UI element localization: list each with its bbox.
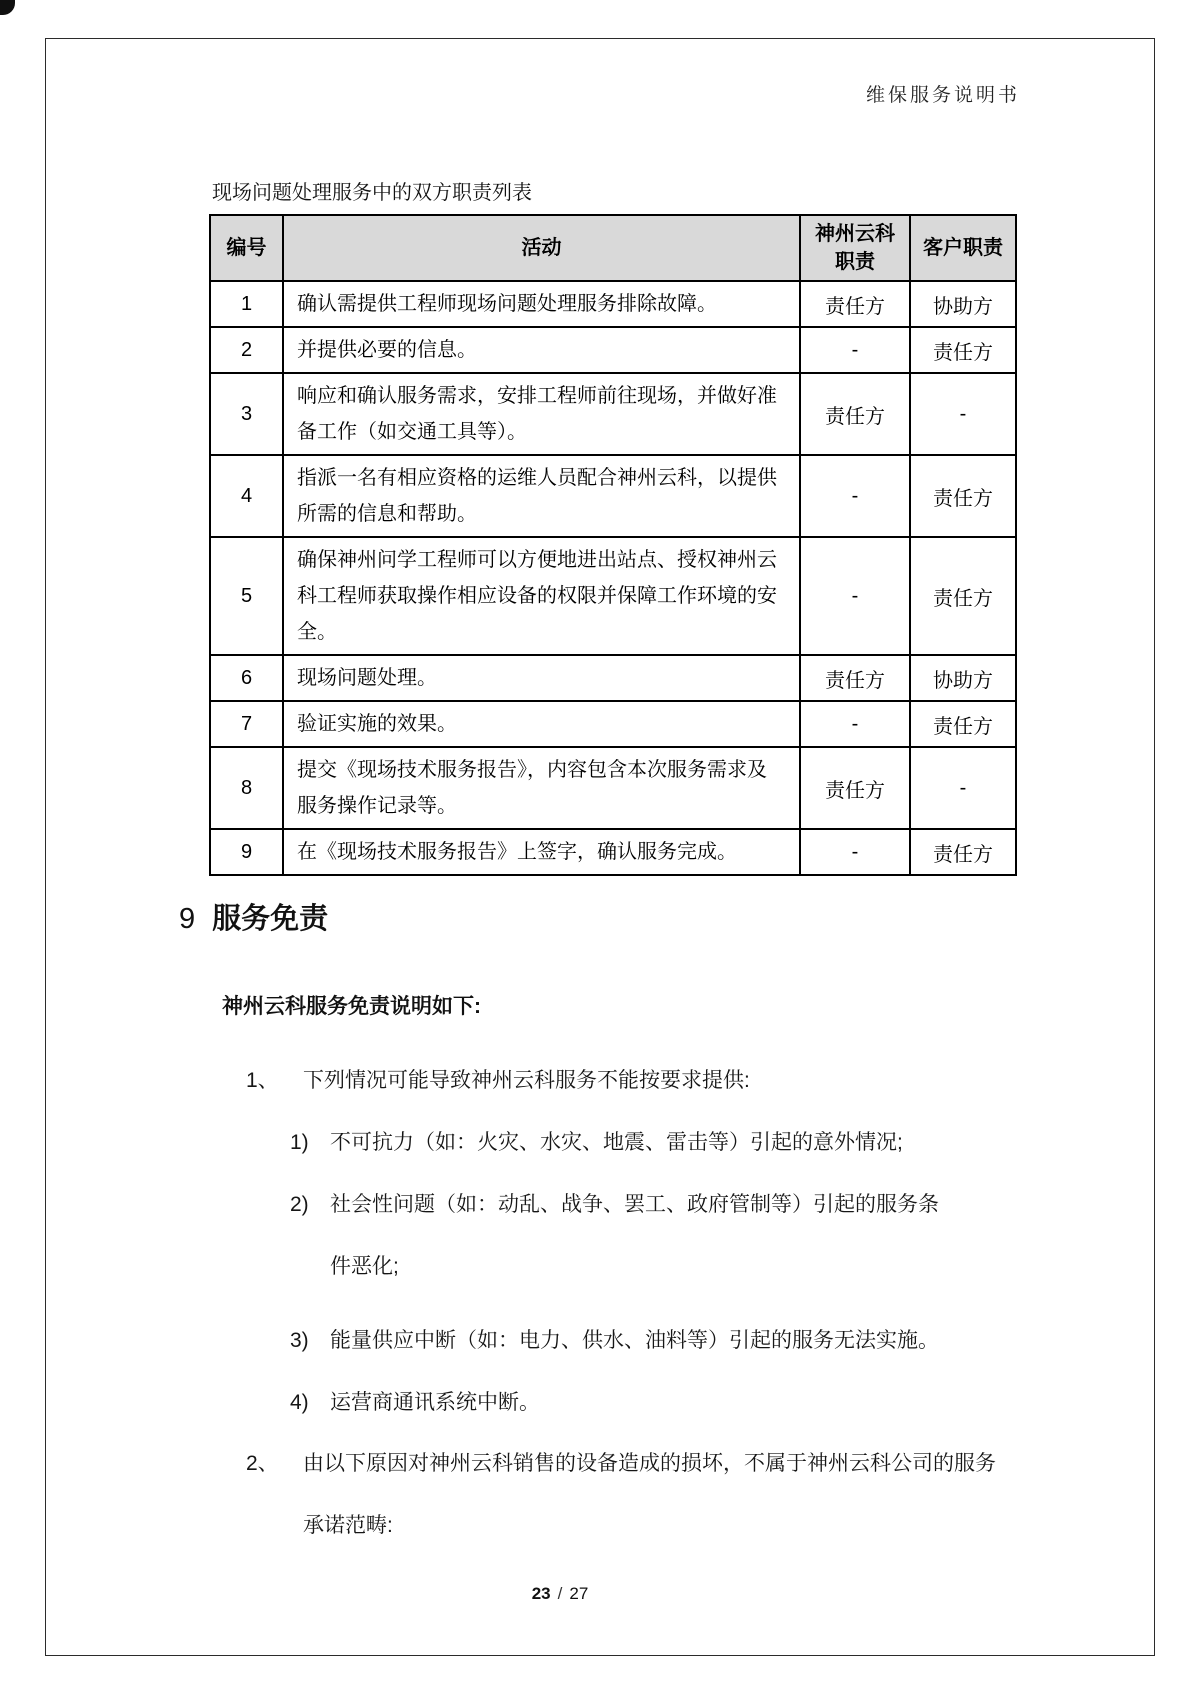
- column-header-vendor: 神州云科职责: [800, 215, 910, 281]
- list-text: 由以下原因对神州云科销售的设备造成的损坏，不属于神州云科公司的服务承诺范畴:: [303, 1452, 996, 1537]
- row-number-cell: 1: [210, 281, 283, 327]
- row-number-cell: 3: [210, 373, 283, 455]
- activity-cell: 确认需提供工程师现场问题处理服务排除故障。: [283, 281, 800, 327]
- activity-cell: 现场问题处理。: [283, 655, 800, 701]
- activity-cell: 提交《现场技术服务报告》，内容包含本次服务需求及服务操作记录等。: [283, 747, 800, 829]
- list-marker: 4): [290, 1391, 309, 1414]
- vendor-role-cell: 责任方: [800, 655, 910, 701]
- section-heading: [179, 896, 328, 937]
- list-item: [290, 1112, 903, 1174]
- row-number-cell: 2: [210, 327, 283, 373]
- disclaimer-intro: 神州云科服务免责说明如下:: [222, 995, 481, 1018]
- vendor-role-cell: 责任方: [800, 747, 910, 829]
- table-row: [210, 655, 1016, 701]
- vendor-role-cell: -: [800, 701, 910, 747]
- list-marker: 1、: [246, 1069, 279, 1092]
- table-row: [210, 537, 1016, 655]
- list-text: 能量供应中断（如：电力、供水、油料等）引起的服务无法实施。: [330, 1329, 939, 1352]
- column-header-customer: 客户职责: [910, 215, 1016, 281]
- list-item: [290, 1372, 540, 1434]
- table-row: [210, 701, 1016, 747]
- vendor-role-cell: -: [800, 455, 910, 537]
- activity-cell: 响应和确认服务需求，安排工程师前往现场，并做好准备工作（如交通工具等）。: [283, 373, 800, 455]
- row-number-cell: 5: [210, 537, 283, 655]
- list-marker: 2、: [246, 1452, 279, 1475]
- column-header-activity: 活动: [283, 215, 800, 281]
- current-page-number: 23: [531, 1584, 551, 1603]
- list-marker: 3): [290, 1329, 309, 1352]
- table-row: [210, 281, 1016, 327]
- list-item: [246, 1433, 1003, 1557]
- activity-cell: 并提供必要的信息。: [283, 327, 800, 373]
- list-marker: 1): [290, 1131, 309, 1154]
- list-text: 不可抗力（如：火灾、水灾、地震、雷击等）引起的意外情况;: [330, 1131, 903, 1154]
- activity-cell: 在《现场技术服务报告》上签字，确认服务完成。: [283, 829, 800, 875]
- activity-cell: 验证实施的效果。: [283, 701, 800, 747]
- list-item: [290, 1310, 939, 1372]
- table-row: [210, 747, 1016, 829]
- row-number-cell: 4: [210, 455, 283, 537]
- vendor-role-cell: -: [800, 537, 910, 655]
- list-text: 下列情况可能导致神州云科服务不能按要求提供:: [303, 1069, 750, 1092]
- page-number-footer: [460, 1584, 660, 1604]
- vendor-role-cell: 责任方: [800, 281, 910, 327]
- row-number-cell: 7: [210, 701, 283, 747]
- page-number-separator: /: [557, 1584, 563, 1603]
- row-number-cell: 9: [210, 829, 283, 875]
- vendor-role-cell: -: [800, 327, 910, 373]
- vendor-role-cell: -: [800, 829, 910, 875]
- row-number-cell: 8: [210, 747, 283, 829]
- list-item: [246, 1050, 750, 1112]
- table-row: [210, 373, 1016, 455]
- customer-role-cell: 责任方: [910, 829, 1016, 875]
- customer-role-cell: 责任方: [910, 327, 1016, 373]
- customer-role-cell: 责任方: [910, 455, 1016, 537]
- section-title: 服务免责: [212, 903, 329, 935]
- customer-role-cell: 责任方: [910, 537, 1016, 655]
- list-text: 社会性问题（如：动乱、战争、罢工、政府管制等）引起的服务条件恶化;: [330, 1193, 939, 1278]
- activity-cell: 确保神州问学工程师可以方便地进出站点、授权神州云科工程师获取操作相应设备的权限并保障工作环境的安全。: [283, 537, 800, 655]
- table-row: [210, 455, 1016, 537]
- customer-role-cell: -: [910, 747, 1016, 829]
- vendor-role-cell: 责任方: [800, 373, 910, 455]
- list-marker: 2): [290, 1193, 309, 1216]
- customer-role-cell: -: [910, 373, 1016, 455]
- scan-corner-artifact: [0, 0, 15, 15]
- table-caption: 现场问题处理服务中的双方职责列表: [212, 182, 532, 204]
- list-text: 运营商通讯系统中断。: [330, 1391, 540, 1414]
- table-row: [210, 829, 1016, 875]
- customer-role-cell: 协助方: [910, 281, 1016, 327]
- activity-cell: 指派一名有相应资格的运维人员配合神州云科，以提供所需的信息和帮助。: [283, 455, 800, 537]
- customer-role-cell: 责任方: [910, 701, 1016, 747]
- document-header-title: 维保服务说明书: [865, 84, 1020, 106]
- table-header-row: [210, 215, 1016, 281]
- column-header-num: 编号: [210, 215, 283, 281]
- table-row: [210, 327, 1016, 373]
- section-number: 9: [179, 903, 196, 935]
- list-item: [290, 1174, 950, 1298]
- row-number-cell: 6: [210, 655, 283, 701]
- responsibilities-table: [209, 214, 1017, 876]
- customer-role-cell: 协助方: [910, 655, 1016, 701]
- total-page-number: 27: [569, 1584, 589, 1603]
